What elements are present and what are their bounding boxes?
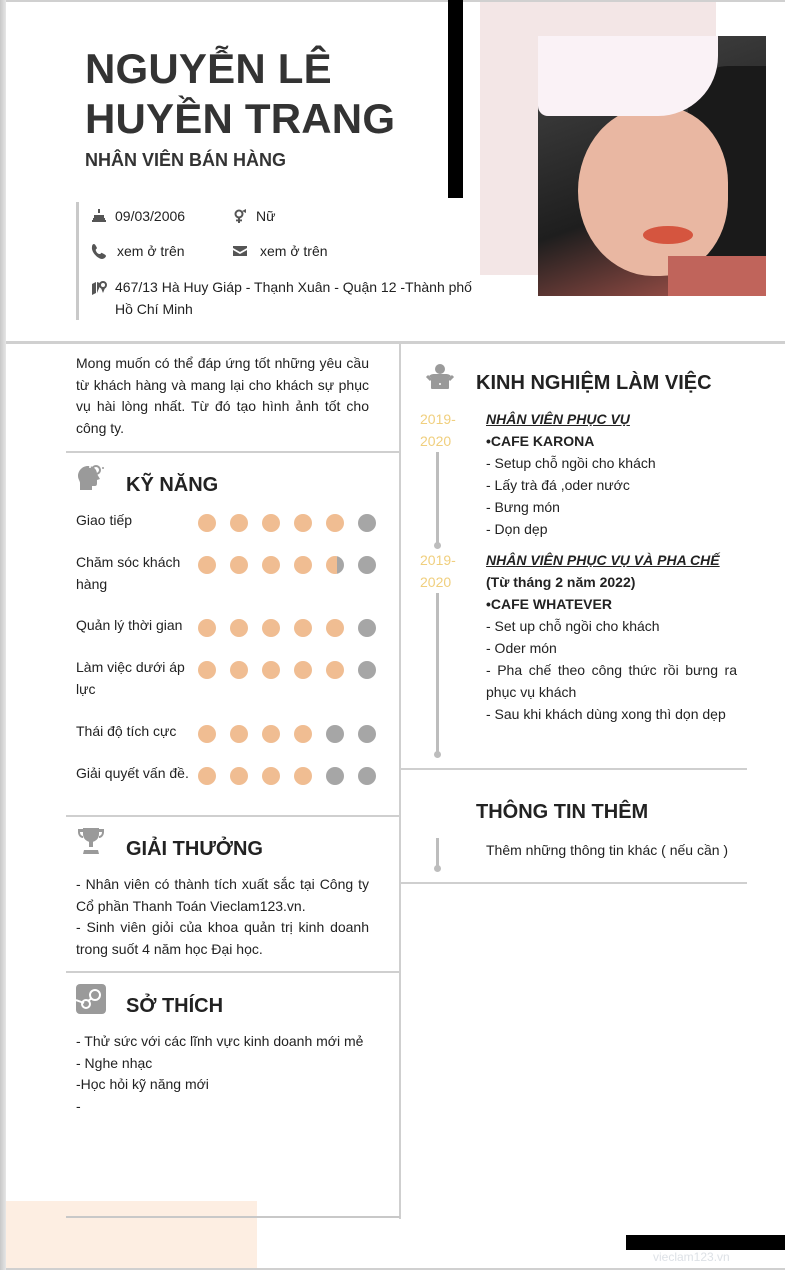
- awards-list: [76, 874, 369, 960]
- job-task: - Setup chỗ ngồi cho khách: [486, 455, 656, 471]
- peach-decor-block: [6, 1201, 257, 1268]
- hobby-item: - Nghe nhạc: [76, 1054, 153, 1071]
- section-divider: [66, 815, 399, 817]
- skill-label: Thái độ tích cực: [76, 723, 177, 739]
- section-divider: [401, 768, 747, 770]
- award-item: - Nhân viên có thành tích xuất sắc tại Công ty Cổ phần Thanh Toán Vieclam123.vn.: [76, 876, 369, 914]
- skill-rating: [198, 725, 390, 743]
- black-footer-bar: [626, 1235, 785, 1250]
- brain-head-icon: [76, 462, 106, 492]
- hobbies-title: SỞ THÍCH: [126, 995, 224, 1017]
- hobbies-list: [76, 1031, 369, 1117]
- extra-info-text: Thêm những thông tin khác ( nếu cần ): [486, 842, 729, 858]
- section-divider: [66, 451, 399, 453]
- hobby-item: -Học hỏi kỹ năng mới: [76, 1076, 209, 1092]
- skill-rating: [198, 619, 390, 637]
- contact-gender: [232, 208, 275, 224]
- phone-icon: [91, 243, 107, 259]
- job-entry: [486, 549, 737, 725]
- timeline-dot: [434, 751, 441, 758]
- job-year: 2019- 2020: [420, 552, 456, 590]
- header-divider: [6, 341, 785, 344]
- job-position: NHÂN VIÊN PHỤC VỤ: [486, 411, 630, 427]
- career-objective: Mong muốn có thể đáp ứng tốt những yêu cầu từ khách hàng và mang lại cho khách sự phục vụ hài lòng nhất. Từ đó tạo hình ảnh tốt cho công ty.: [76, 355, 369, 436]
- contact-birthday: [91, 208, 185, 224]
- birthday-cake-icon: [91, 208, 107, 224]
- job-task: - Sau khi khách dùng xong thì dọn dẹp: [486, 706, 726, 722]
- job-note: (Từ tháng 2 năm 2022): [486, 574, 636, 590]
- contact-address: [91, 276, 486, 320]
- timeline-line: [436, 452, 439, 544]
- section-divider: [66, 971, 399, 973]
- timeline-dot: [434, 542, 441, 549]
- birthday-value: 09/03/2006: [115, 208, 186, 224]
- job-task: - Bưng món: [486, 499, 560, 515]
- contact-email: [232, 243, 328, 259]
- skill-rating: [198, 767, 390, 785]
- skill-rating: [198, 661, 390, 679]
- job-entry: [486, 408, 737, 540]
- timeline-line: [436, 838, 439, 868]
- black-decor-bar: [448, 0, 463, 198]
- candidate-name: [85, 44, 395, 144]
- skill-label: Làm việc dưới áp lực: [76, 659, 185, 697]
- user-laptop-icon: [425, 362, 455, 392]
- name-line-1: NGUYỄN LÊ: [85, 45, 332, 92]
- phone-value: xem ở trên: [117, 243, 185, 259]
- award-item: - Sinh viên giỏi của khoa quản trị kinh doanh trong suốt 4 năm học Đại học.: [76, 919, 369, 957]
- job-task: - Pha chế theo công thức rồi bưng ra phục vụ khách: [486, 662, 737, 700]
- page-shadow: [0, 0, 6, 1270]
- job-task: - Dọn dẹp: [486, 521, 548, 537]
- skill-label: Giải quyết vấn đề.: [76, 765, 189, 781]
- skill-rating: [198, 514, 390, 532]
- section-divider: [401, 882, 747, 884]
- watermark: vieclam123.vn: [653, 1250, 730, 1264]
- trophy-icon: [76, 826, 106, 856]
- left-column-bottom-line: [66, 1216, 400, 1218]
- gender-value: Nữ: [256, 208, 276, 224]
- extra-info-title: THÔNG TIN THÊM: [476, 801, 649, 823]
- job-company: •CAFE WHATEVER: [486, 596, 612, 612]
- timeline-line: [436, 593, 439, 753]
- steam-icon: [76, 984, 106, 1014]
- job-position: NHÂN VIÊN PHỤC VỤ VÀ PHA CHẾ: [486, 552, 720, 568]
- profile-photo: [538, 36, 766, 296]
- address-value: 467/13 Hà Huy Giáp - Thạnh Xuân - Quận 12 -Thành phố Hồ Chí Minh: [115, 279, 472, 317]
- column-divider: [399, 344, 401, 1219]
- job-company: •CAFE KARONA: [486, 433, 595, 449]
- job-task: - Set up chỗ ngồi cho khách: [486, 618, 660, 634]
- envelope-icon: [232, 243, 248, 259]
- hobby-item: -: [76, 1097, 81, 1114]
- skill-label: Quản lý thời gian: [76, 617, 183, 633]
- hobby-item: - Thử sức với các lĩnh vực kinh doanh mới mẻ: [76, 1033, 364, 1049]
- gender-icon: [232, 208, 248, 224]
- job-year: 2019- 2020: [420, 411, 456, 449]
- name-line-2: HUYỀN TRANG: [85, 95, 396, 142]
- timeline-dot: [434, 865, 441, 872]
- skill-rating: [198, 556, 390, 574]
- skill-label: Giao tiếp: [76, 512, 133, 528]
- email-value: xem ở trên: [260, 243, 328, 259]
- job-task: - Lấy trà đá ,oder nước: [486, 477, 630, 493]
- skill-label: Chăm sóc khách hàng: [76, 554, 181, 592]
- contact-info: [76, 202, 486, 320]
- job-task: - Oder món: [486, 640, 557, 656]
- map-marker-icon: [91, 279, 107, 295]
- job-title: NHÂN VIÊN BÁN HÀNG: [85, 150, 287, 170]
- awards-title: GIẢI THƯỞNG: [126, 838, 263, 860]
- contact-phone: [91, 243, 185, 259]
- skills-title: KỸ NĂNG: [126, 474, 219, 496]
- experience-title: KINH NGHIỆM LÀM VIỆC: [476, 372, 712, 394]
